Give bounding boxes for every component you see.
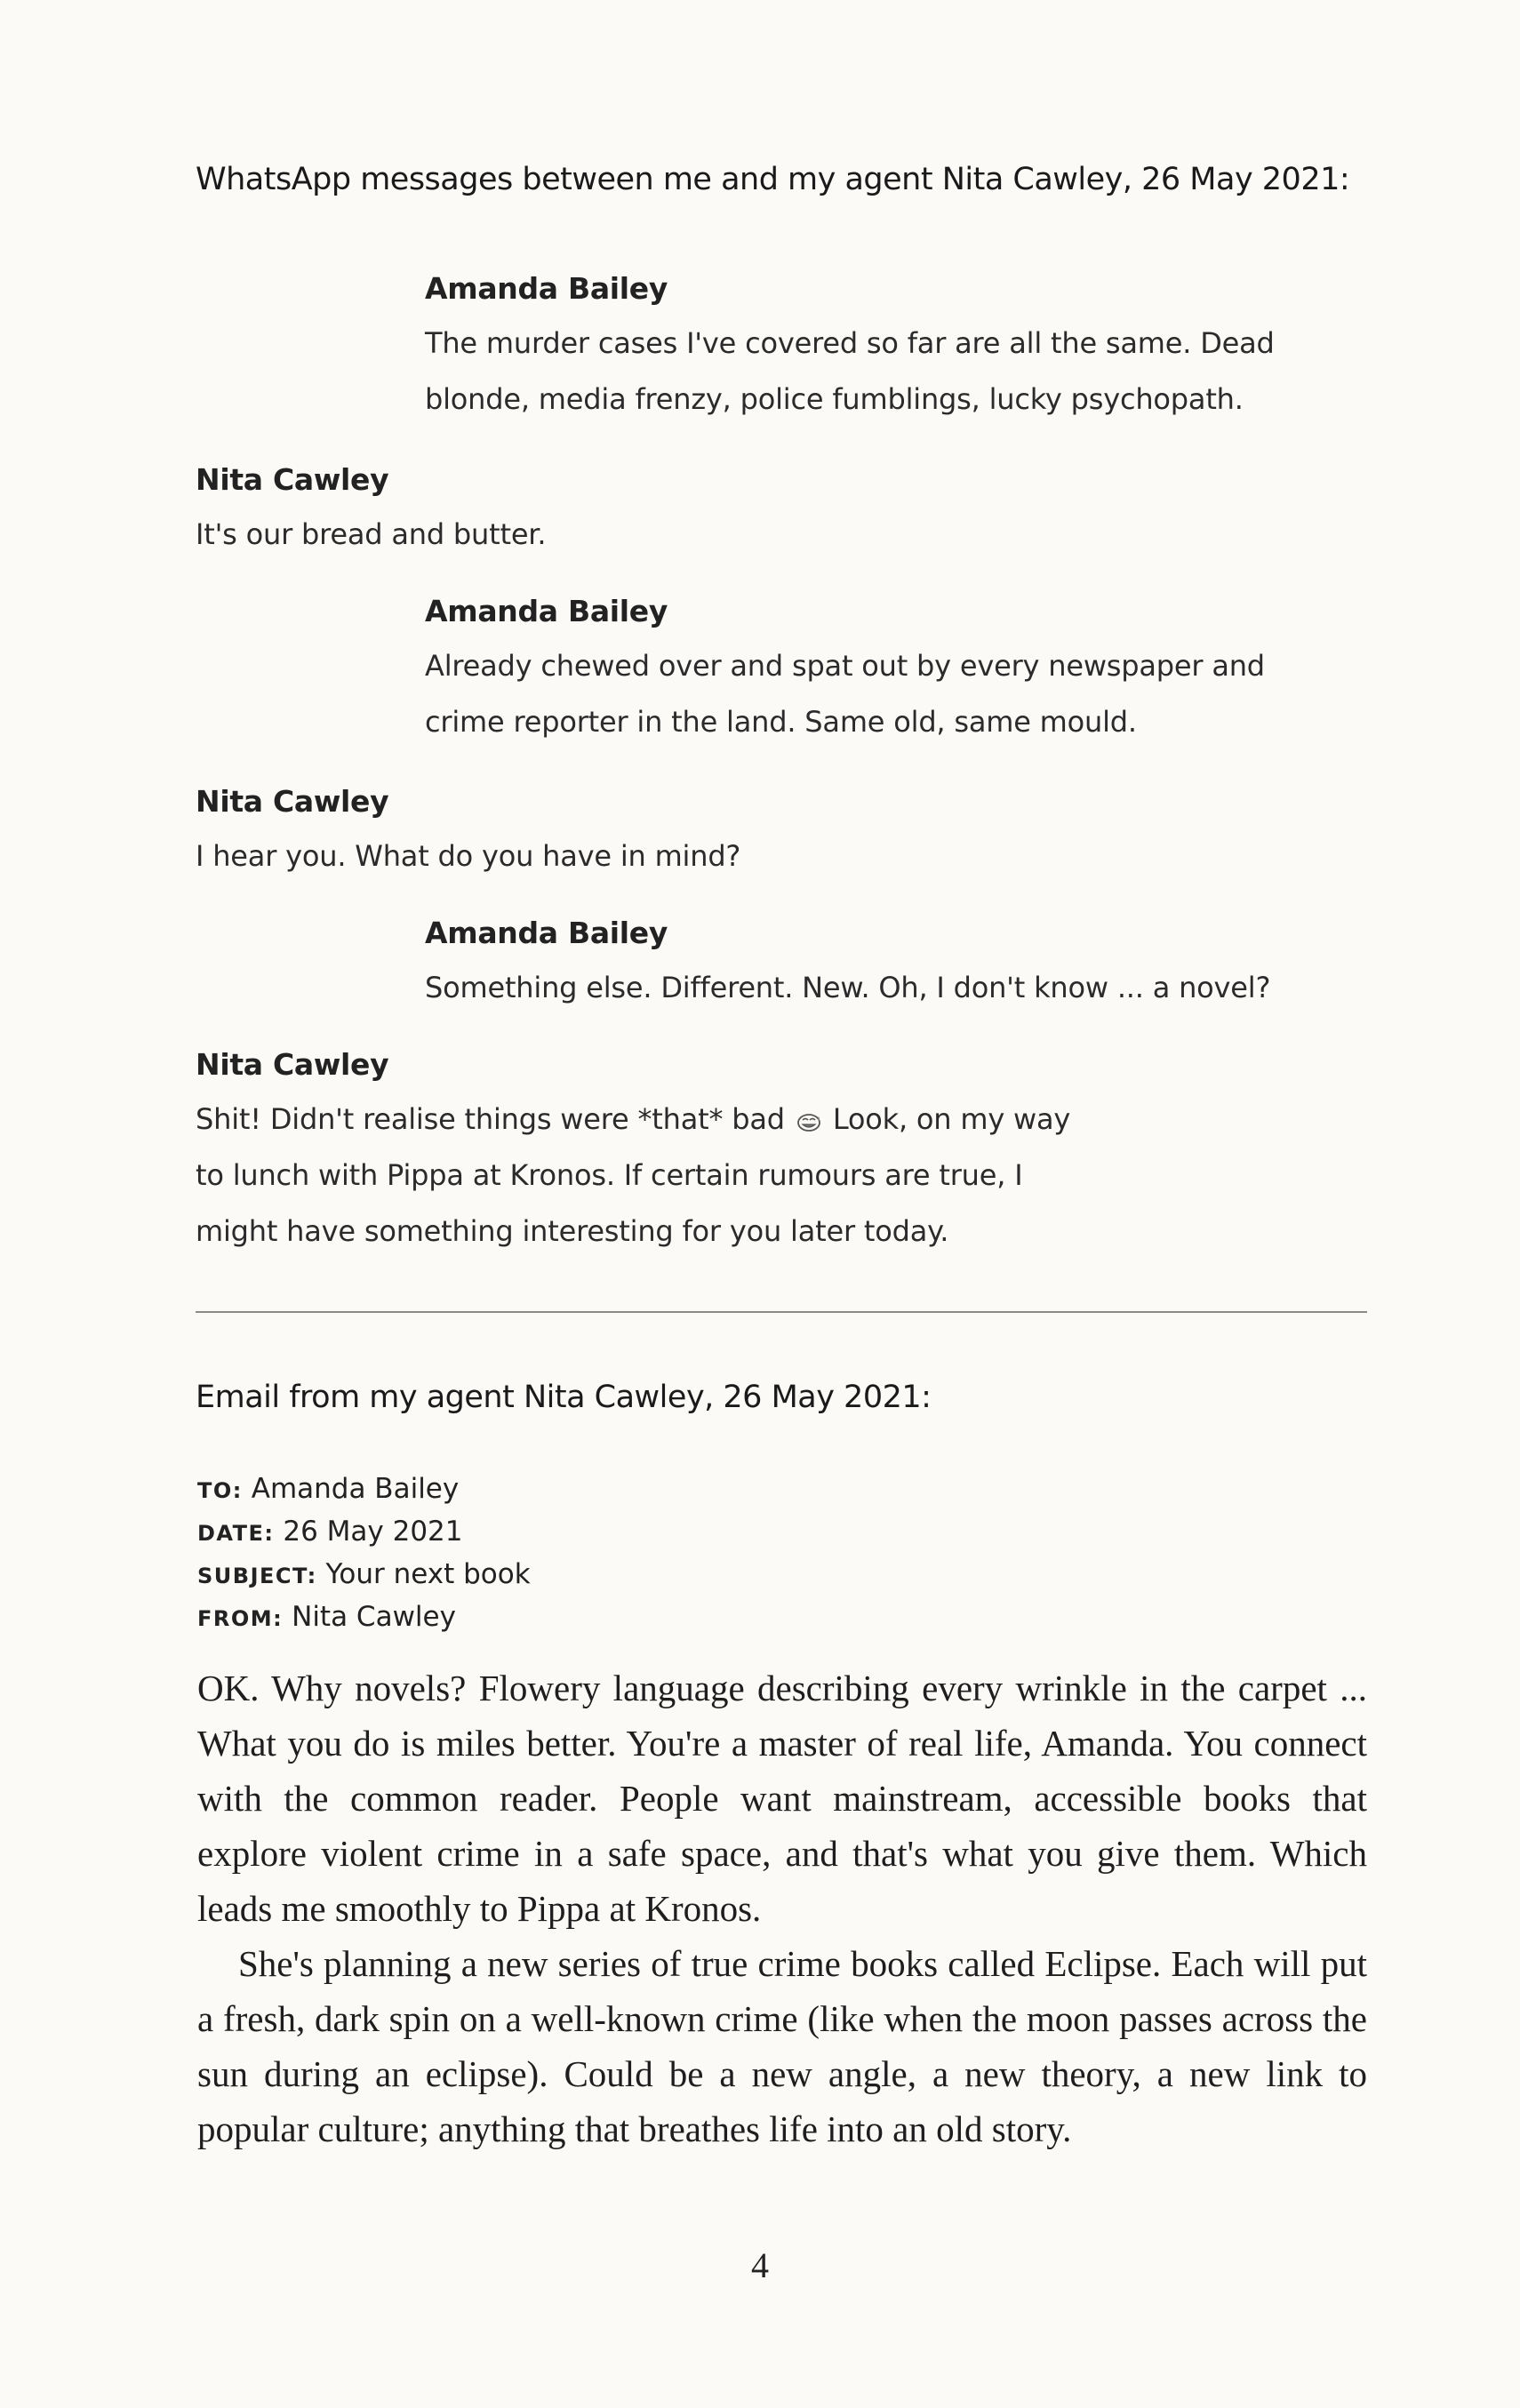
email-heading: Email from my agent Nita Cawley, 26 May 2021: (196, 1380, 932, 1415)
message-sender: Nita Cawley (196, 462, 389, 497)
email-paragraph: OK. Why novels? Flowery language describing every wrinkle in the carpet ... What you do is miles better. You're a master of real life, Amanda. You connect with the common reader. People want mainstream, accessible books that explore violent crime in a safe space, and that's what you give them. Which leads me smoothly to Pippa at Kronos. (197, 1668, 1367, 1929)
message-amanda-3 (425, 907, 1367, 1016)
message-text-after-emoji: Look, on my way (832, 1102, 1071, 1136)
message-text-line: crime reporter in the land. Same old, same mould. (425, 705, 1137, 739)
email-to-row (197, 1468, 531, 1511)
message-sender: Amanda Bailey (425, 916, 668, 950)
message-nita-1 (196, 453, 1138, 563)
email-to-value: Amanda Bailey (251, 1473, 460, 1505)
message-text-line: might have something interesting for you later today. (196, 1214, 949, 1248)
grinning-sweat-emoji-icon (796, 1111, 822, 1132)
email-date-value: 26 May 2021 (283, 1516, 463, 1548)
email-from-value: Nita Cawley (292, 1601, 456, 1633)
email-body (197, 1660, 1367, 2156)
message-sender: Nita Cawley (196, 784, 389, 819)
email-subject-row (197, 1554, 531, 1596)
message-amanda-1 (425, 262, 1367, 428)
message-sender: Amanda Bailey (425, 594, 668, 628)
whatsapp-heading: WhatsApp messages between me and my agent Nita Cawley, 26 May 2021: (196, 162, 1350, 197)
message-nita-3 (196, 1038, 1138, 1260)
email-date-label: DATE: (197, 1521, 275, 1546)
email-subject-value: Your next book (325, 1558, 531, 1590)
message-text-before-emoji: Shit! Didn't realise things were *that* bad (196, 1102, 785, 1136)
message-sender: Amanda Bailey (425, 271, 668, 306)
message-text-line: I hear you. What do you have in mind? (196, 839, 741, 873)
section-divider (196, 1311, 1367, 1313)
message-text-line: The murder cases I've covered so far are all the same. Dead (425, 326, 1275, 360)
email-from-row (197, 1596, 531, 1639)
email-header (197, 1468, 531, 1639)
email-date-row (197, 1511, 531, 1554)
email-paragraph: She's planning a new series of true crime books called Eclipse. Each will put a fresh, dark spin on a well-known crime (like when the moon passes across the sun during an eclipse). Could be a new angle, a new theory, a new link to popular culture; anything that breathes life into an old story. (197, 1943, 1367, 2149)
message-text-line (196, 1092, 1138, 1148)
page-number: 4 (751, 2245, 769, 2285)
message-nita-2 (196, 775, 1138, 884)
message-text-line: blonde, media frenzy, police fumblings, lucky psychopath. (425, 382, 1244, 416)
message-sender: Nita Cawley (196, 1047, 389, 1082)
email-from-label: FROM: (197, 1606, 284, 1631)
message-text-line: to lunch with Pippa at Kronos. If certain rumours are true, I (196, 1158, 1023, 1192)
message-text-line: Already chewed over and spat out by every newspaper and (425, 649, 1265, 683)
email-to-label: TO: (197, 1478, 243, 1503)
message-text-line: It's our bread and butter. (196, 517, 547, 551)
email-subject-label: SUBJECT: (197, 1564, 317, 1588)
message-amanda-2 (425, 585, 1367, 750)
message-text-line: Something else. Different. New. Oh, I don't know ... a novel? (425, 971, 1271, 1004)
